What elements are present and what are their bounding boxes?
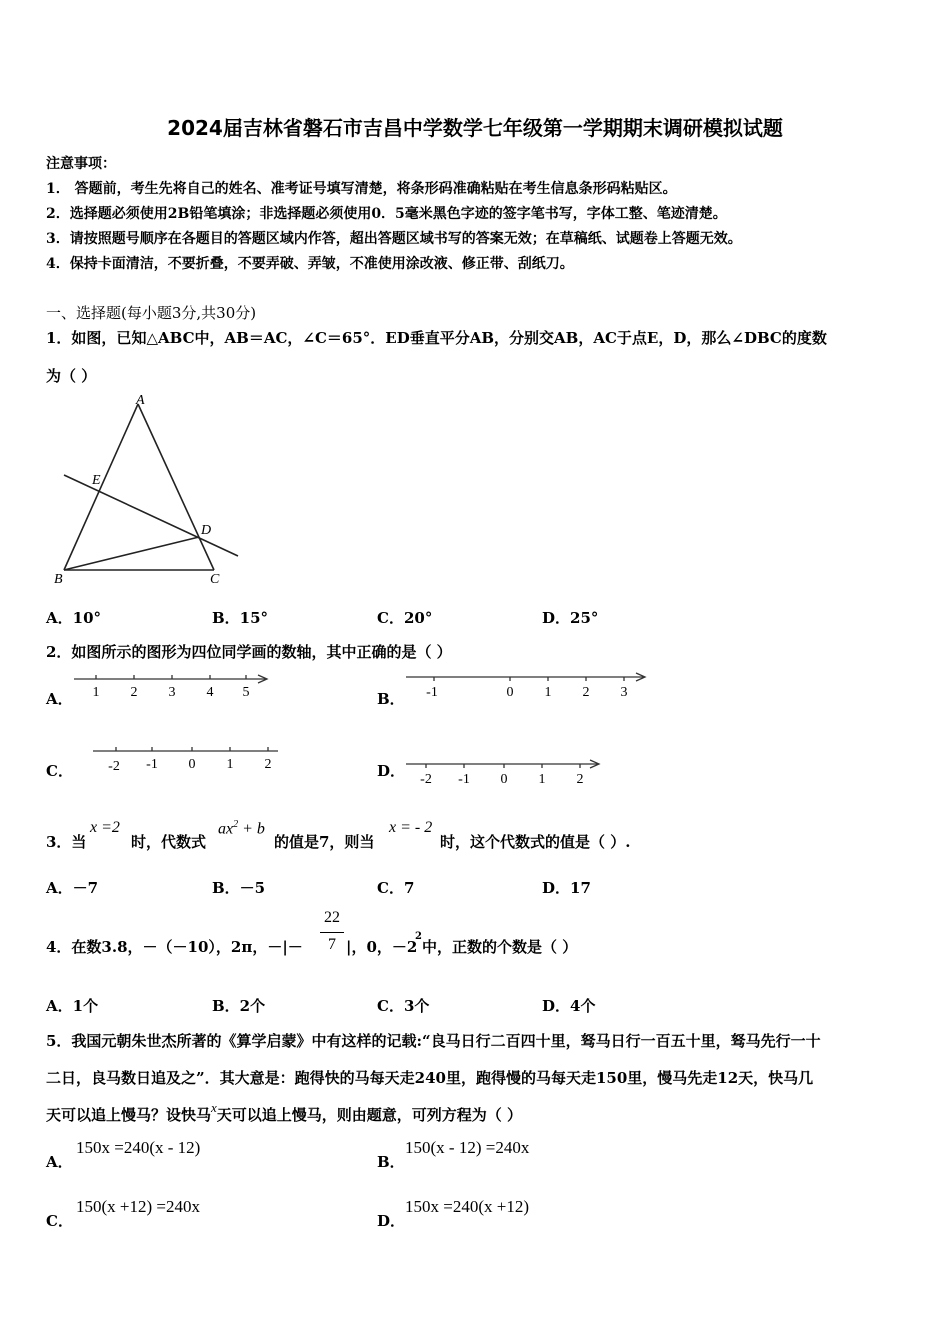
q5-stem: 5．我国元朝朱世杰所著的《算学启蒙》中有这样的记载:“良马日行二百四十里，驽马日行一百五十里，驽马先行一十 xyxy=(46,1032,821,1050)
label-c: C xyxy=(210,572,220,587)
q4-frac-bar xyxy=(320,932,344,933)
q5-equation-b: 150(x - 12) =240x xyxy=(405,1138,530,1157)
q5-equation-c: 150(x +12) =240x xyxy=(76,1197,200,1216)
q4-option-d: D．4个 xyxy=(542,997,596,1015)
q5-var: x xyxy=(211,1100,217,1115)
q4-option-b: B．2个 xyxy=(212,997,266,1015)
q4-stem-part: |，0，－2 xyxy=(346,938,418,956)
q3-option-b: B．－5 xyxy=(212,879,266,897)
q1-option-b: B．15° xyxy=(212,609,269,627)
tick-label: 4 xyxy=(206,685,214,700)
q1-stem-cont: 为（ ） xyxy=(46,367,97,385)
number-line-a xyxy=(70,668,280,703)
label-b: B xyxy=(54,572,63,587)
tick-label: -2 xyxy=(420,772,432,787)
q3-math-expr xyxy=(218,819,265,838)
tick-label: 0 xyxy=(500,772,508,787)
q5-stem-cont: 二日，良马数日追及之”．其大意是：跑得快的马每天走240里，跑得慢的马每天走150里，慢马先走12天，快马几 xyxy=(46,1069,814,1087)
q3-math-x: x =2 xyxy=(90,819,120,836)
q2-stem: 2．如图所示的图形为四位同学画的数轴，其中正确的是（ ） xyxy=(46,643,452,661)
tick-label: 3 xyxy=(168,685,176,700)
q3-option-c: C．7 xyxy=(377,879,415,897)
number-line-b xyxy=(402,666,652,701)
q1-option-c: C．20° xyxy=(377,609,433,627)
q4-frac-den: 7 xyxy=(328,936,336,953)
tick-label: -1 xyxy=(146,757,158,772)
tick-label: 2 xyxy=(582,685,590,700)
label-d: D xyxy=(201,523,212,538)
q5-stem-part: 天可以追上慢马？设快马 xyxy=(46,1106,212,1124)
tick-label: 3 xyxy=(620,685,628,700)
q3-option-d: D．17 xyxy=(542,879,591,897)
q1-stem: 1．如图，已知△ABC中，AB＝AC，∠C＝65°．ED垂直平分AB，分别交AB，AC于点E，D，那么∠DBC的度数 xyxy=(46,329,827,347)
label-a: A xyxy=(136,393,145,408)
tick-label: 1 xyxy=(226,757,234,772)
q5-label-d: D． xyxy=(377,1212,406,1230)
tick-label: 0 xyxy=(188,757,196,772)
tick-label: 5 xyxy=(242,685,250,700)
tick-label: 1 xyxy=(538,772,546,787)
q5-stem-cont xyxy=(46,1100,523,1125)
label-e: E xyxy=(92,473,101,488)
q3-expr-exp: 2 xyxy=(233,819,239,830)
notice-item: 4．保持卡面清洁，不要折叠，不要弄破、弄皱，不准使用涂改液、修正带、刮纸刀。 xyxy=(46,256,574,272)
tick-label: -1 xyxy=(426,685,438,700)
q3-stem-part: 时，代数式 xyxy=(131,833,207,851)
page-title: 2024届吉林省磐石市吉昌中学数学七年级第一学期期末调研模拟试题 xyxy=(167,116,783,140)
q2-label-c: C． xyxy=(46,762,73,780)
tick-label: 1 xyxy=(92,685,100,700)
notice-heading: 注意事项： xyxy=(46,156,116,172)
notice-item: 1． 答题前，考生先将自己的姓名、准考证号填写清楚，将条形码准确粘贴在考生信息条形码粘贴区。 xyxy=(46,181,677,197)
q3-expr-ax: ax xyxy=(218,820,234,838)
notice-item: 2．选择题必须使用2B铅笔填涂；非选择题必须使用0．5毫米黑色字迹的签字笔书写，字体工整、笔迹清楚。 xyxy=(46,206,727,222)
triangle-figure xyxy=(40,388,250,593)
q4-sup: 2 xyxy=(415,931,422,942)
q5-label-b: B． xyxy=(377,1153,405,1171)
q3-stem-part: 3．当 xyxy=(46,833,87,851)
q4-option-a: A．1个 xyxy=(46,997,99,1015)
section-heading: 一、选择题(每小题3分,共30分) xyxy=(46,304,257,322)
number-line-c xyxy=(90,740,290,776)
q4-stem-part: 中，正数的个数是（ ） xyxy=(422,938,578,956)
q4-frac-num: 22 xyxy=(324,909,340,926)
tick-label: 0 xyxy=(506,685,514,700)
q3-option-a: A．－7 xyxy=(46,879,99,897)
tick-label: 2 xyxy=(264,757,272,772)
q5-stem-part: 天可以追上慢马，则由题意，可列方程为（ ） xyxy=(216,1106,523,1124)
q1-option-d: D．25° xyxy=(542,609,599,627)
number-line-d xyxy=(402,754,607,788)
q2-label-b: B． xyxy=(377,690,405,708)
tick-label: 2 xyxy=(130,685,138,700)
q4-option-c: C．3个 xyxy=(377,997,430,1015)
q5-equation-d: 150x =240(x +12) xyxy=(405,1197,529,1216)
q5-label-a: A． xyxy=(46,1153,73,1171)
q3-math-x2: x = - 2 xyxy=(389,819,433,836)
q3-expr-b: + b xyxy=(238,820,265,838)
q1-option-a: A．10° xyxy=(46,609,102,627)
q4-stem-part: 4．在数3.8，－（－10），2π，－|－ xyxy=(46,938,303,956)
tick-label: -2 xyxy=(108,759,120,774)
q5-label-c: C． xyxy=(46,1212,73,1230)
q3-stem-part: 的值是7，则当 xyxy=(274,833,375,851)
q5-equation-a: 150x =240(x - 12) xyxy=(76,1138,201,1157)
tick-label: 2 xyxy=(576,772,584,787)
notice-item: 3．请按照题号顺序在各题目的答题区域内作答，超出答题区域书写的答案无效；在草稿纸、试题卷上答题无效。 xyxy=(46,231,742,247)
q2-label-d: D． xyxy=(377,762,406,780)
tick-label: 1 xyxy=(544,685,552,700)
q3-stem-part: 时，这个代数式的值是（ ）. xyxy=(440,833,631,851)
tick-label: -1 xyxy=(458,772,470,787)
q2-label-a: A． xyxy=(46,690,73,708)
